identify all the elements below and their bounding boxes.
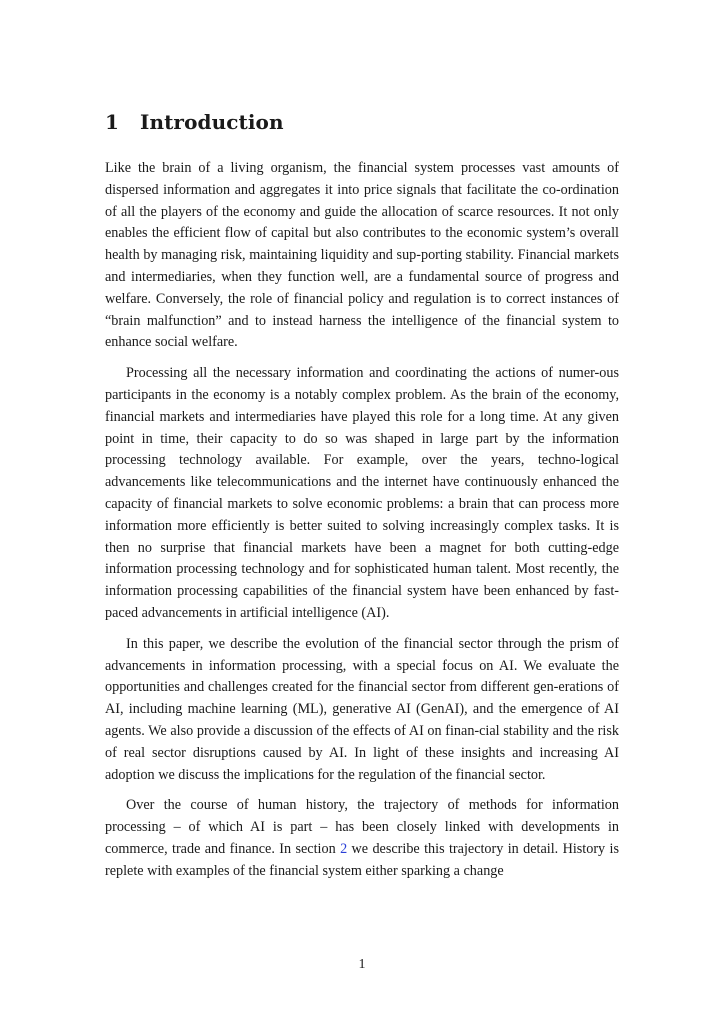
paragraph-2: Processing all the necessary information and coordinating the actions of numer-ous participants in the economy is a notably complex problem. As the brain of the economy, financial markets and intermediaries have played this role for a long time. At any given point in time, their capacity to do so was shaped in large part by the information processing technology available. For example, over the years, techno-logical advancements like telecommunications and the internet have continuously enhanced the capacity of financial markets to solve economic problems: a brain that can process more information more efficiently is better suited to solving increasingly complex tasks. It is then no surprise that financial markets have been a magnet for both cutting-edge information processing technology and for sophisticated human talent. Most recently, the information processing capabilities of the financial system have been enhanced by fast-paced advancements in artificial intelligence (AI). xyxy=(105,365,619,621)
section-number: 1 xyxy=(105,110,120,134)
body-text xyxy=(105,158,619,883)
paragraph-4-text-after: we describe this trajectory in detail. History is replete with examples of the financial system either sparking a change xyxy=(105,840,619,879)
section-title: Introduction xyxy=(140,110,284,134)
paragraph-1: Like the brain of a living organism, the financial system processes vast amounts of dispersed information and aggregates it into price signals that facilitate the co-ordination of all the players of the economy and guide the allocation of scarce resources. It not only enables the efficient flow of capital but also contributes to the economic system’s overall health by managing risk, maintaining liquidity and sup-porting stability. Financial markets and intermediaries, when they function well, are a fundamental source of progress and welfare. Conversely, the role of financial policy and regulation is to correct instances of “brain malfunction” and to instead harness the intelligence of the financial system to enhance social welfare. xyxy=(105,160,619,351)
paragraph-3: In this paper, we describe the evolution of the financial sector through the prism of advancements in information processing, with a special focus on AI. We evaluate the opportunities and challenges created for the financial sector from different gen-erations of AI, including machine learning (ML), generative AI (GenAI), and the emergence of AI agents. We also provide a discussion of the effects of AI on finan-cial stability and the risk of real sector disruptions caused by AI. In light of these insights and increasing AI adoption we discuss the implications for the regulation of the financial sector. xyxy=(105,635,619,783)
section-heading xyxy=(105,108,284,136)
paragraph-4 xyxy=(105,795,619,882)
page-number: 1 xyxy=(358,957,366,972)
section-reference-link[interactable]: 2 xyxy=(340,840,348,857)
paragraph-4-text-before: Over the course of human history, the trajectory of methods for information processing – of which AI is part – has been closely linked with developments in commerce, trade and finance. In section xyxy=(105,797,619,857)
